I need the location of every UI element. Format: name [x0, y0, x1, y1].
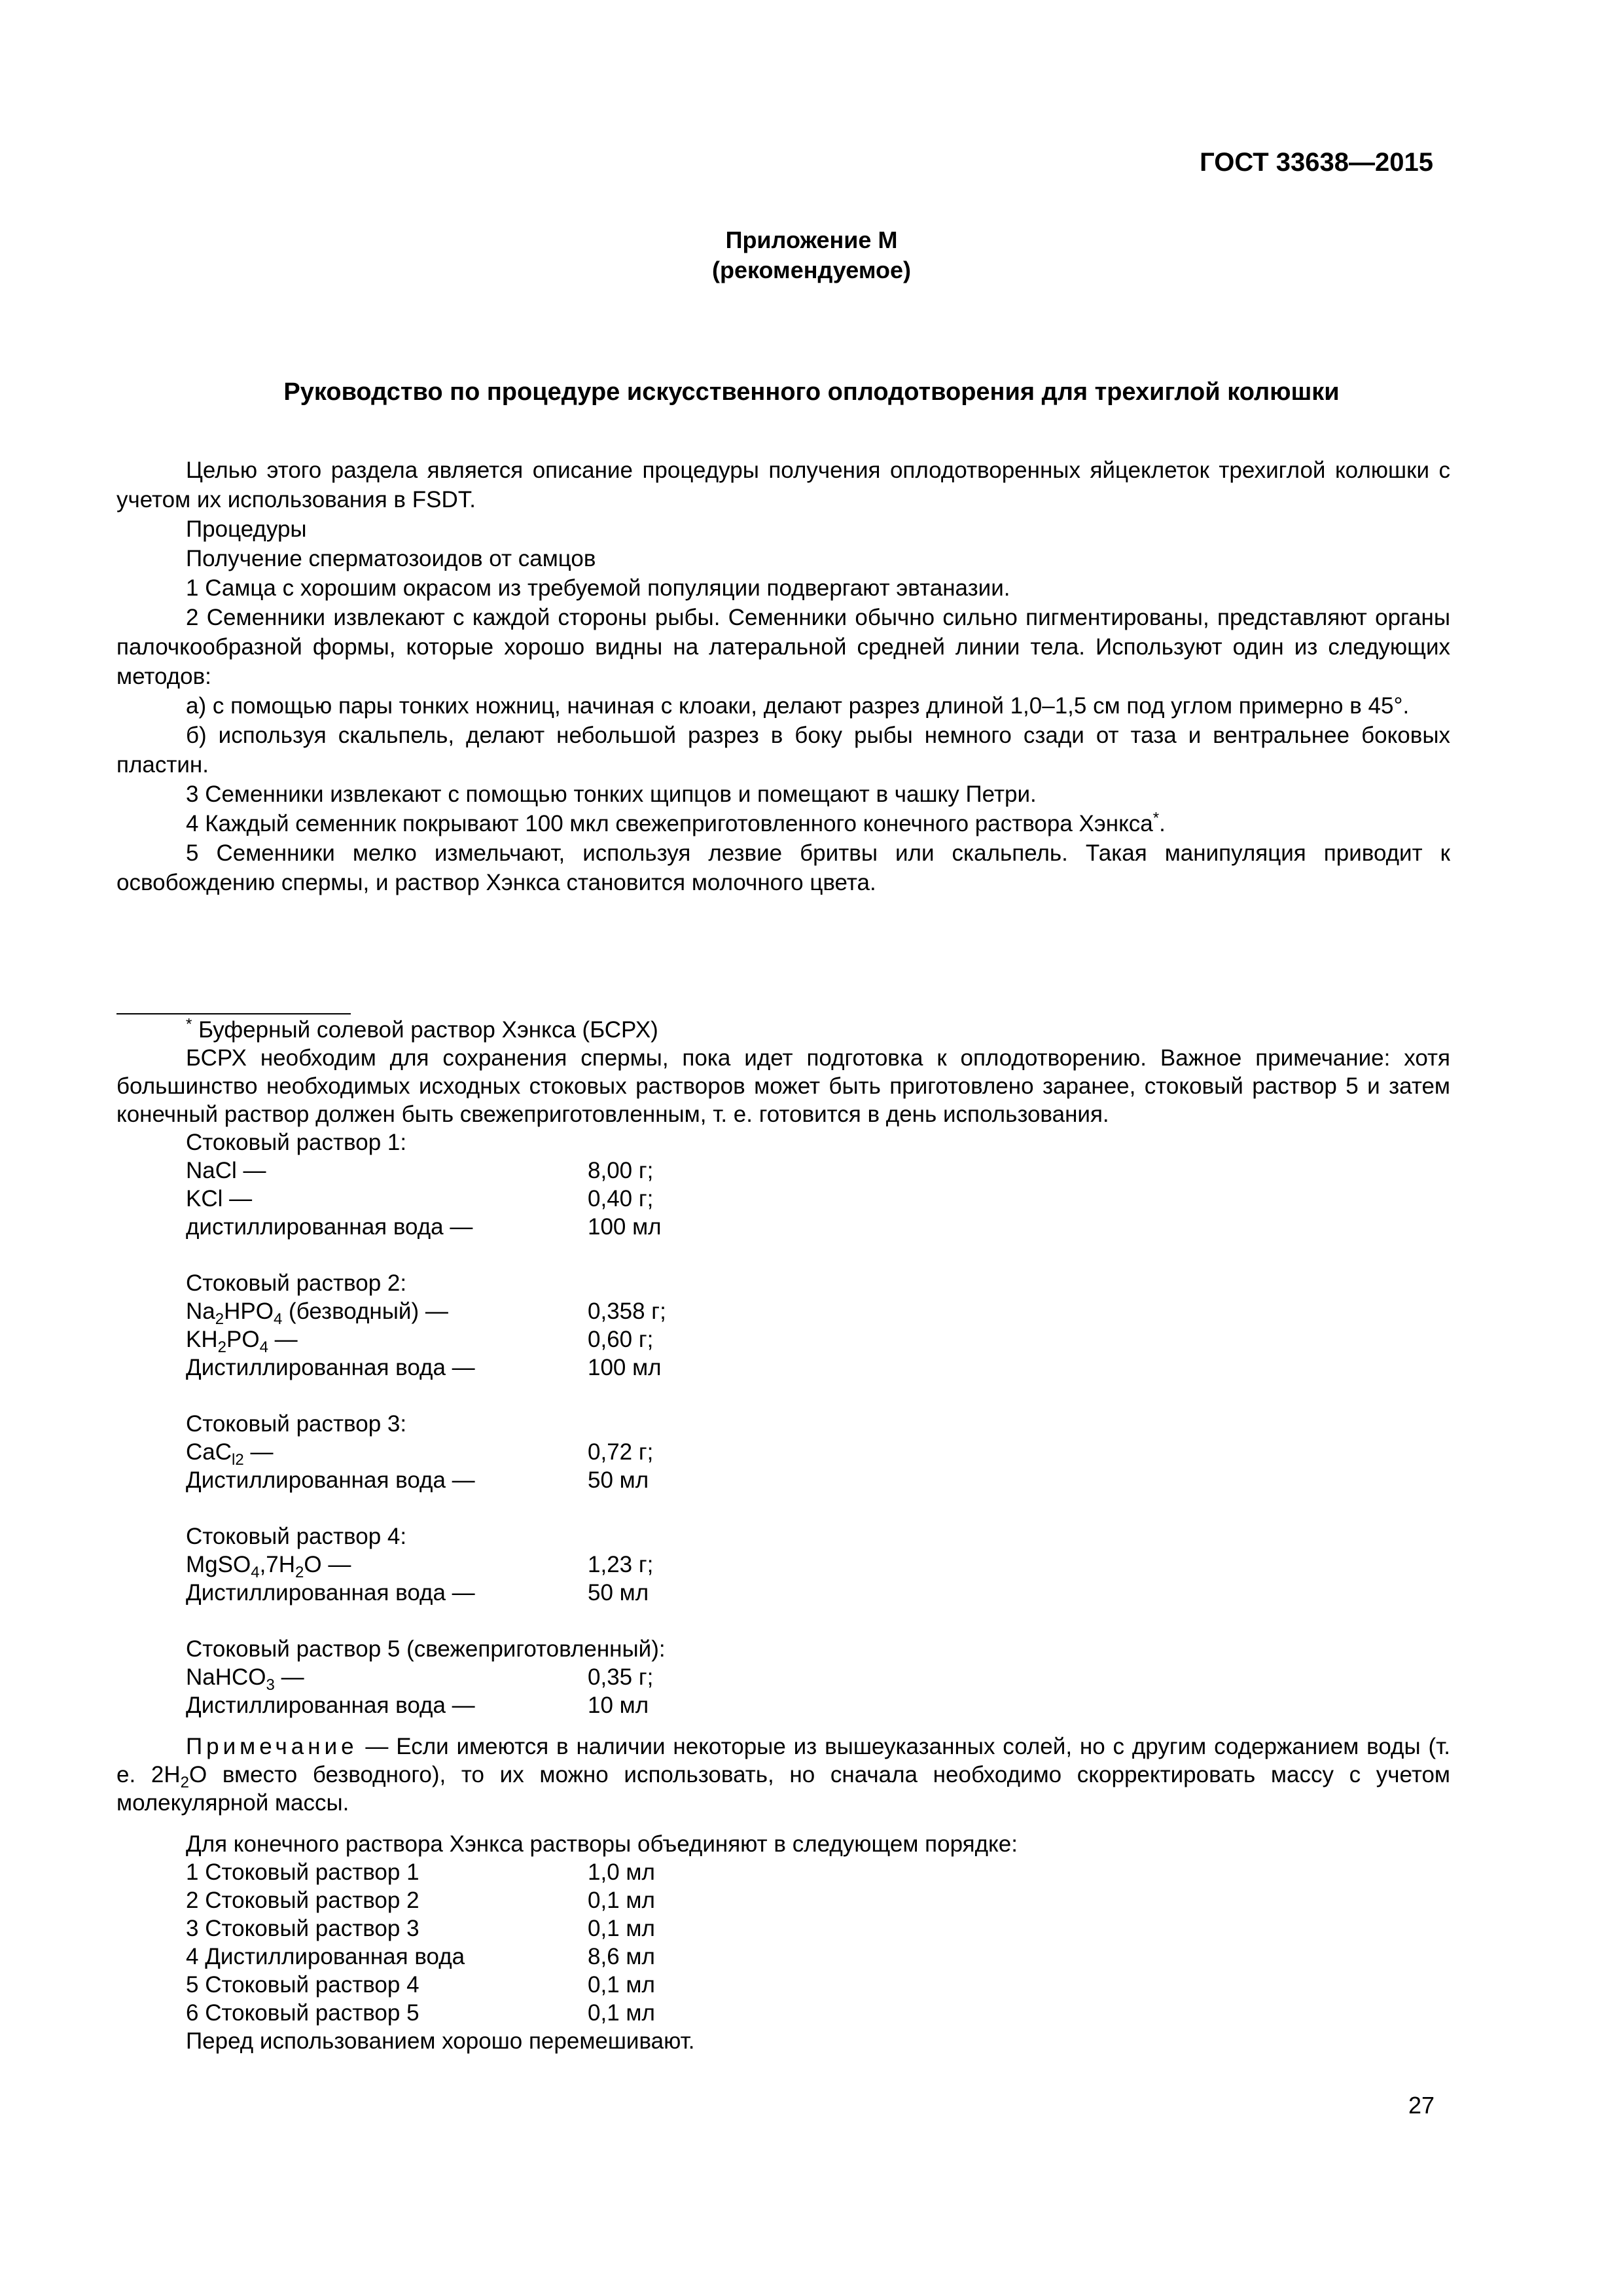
- combine-value: 0,1 мл: [588, 1888, 655, 1913]
- closing-text: Перед использованием хорошо перемешивают.: [186, 2028, 695, 2054]
- method-a: а) с помощью пары тонких ножниц, начиная с клоаки, делают разрез длиной 1,0–1,5 см под углом примерно в 45°.: [186, 693, 1410, 719]
- step-1: 1 Самца с хорошим окрасом из требуемой популяции подвергают эвтаназии.: [186, 575, 1010, 601]
- method-b: б) используя скальпель, делают небольшой разрез в боку рыбы немного сзади от таза и вентральнее боковых пластин.: [116, 723, 1450, 778]
- combine-row: [186, 1886, 1450, 1914]
- stock5-row: NaHCO$_3$ — 0,35 г;: [186, 1664, 654, 1694]
- procedures-heading: Процедуры: [186, 516, 307, 542]
- standard-number: ГОСТ 33638—2015: [1200, 148, 1433, 177]
- combine-row: [186, 1999, 1450, 2027]
- stock4-heading: Стоковый раствор 4:: [186, 1524, 407, 1549]
- combine-row: [186, 1943, 1450, 1971]
- stock1-heading: Стоковый раствор 1:: [186, 1130, 407, 1155]
- appendix-type: (рекомендуемое): [712, 257, 911, 283]
- section-title: Руководство по процедуре искусственного оплодотворения для трехиглой колюшки: [283, 378, 1340, 406]
- footnote-title: * Буферный солевой раствор Хэнкса (БСРХ): [186, 1015, 658, 1043]
- stock2-row: $KH_2PO_4$ — 0,60 г;: [186, 1327, 654, 1356]
- combine-row: [186, 1971, 1450, 1999]
- step-5: 5 Семенники мелко измельчают, используя лезвие бритвы или скальпель. Такая манипуляция приводит к освобождению спермы, и раствор Хэнкса становится молочного цвета.: [116, 840, 1450, 895]
- stock5-heading: Стоковый раствор 5 (свежеприготовленный):: [186, 1636, 666, 1662]
- intro-paragraph: Целью этого раздела является описание процедуры получения оплодотворенных яйцеклеток трехиглой колюшки с учетом их использования в FSDT.: [116, 457, 1450, 512]
- combine-row: [186, 1914, 1450, 1943]
- stock1-row: NaCl — 8,00 г;: [186, 1158, 654, 1183]
- combine-value: 0,1 мл: [588, 1916, 655, 1941]
- footnote: [116, 1016, 1450, 2055]
- combine-list: [116, 1858, 1450, 2027]
- combine-value: 0,1 мл: [588, 2000, 655, 2026]
- combine-name: 3 Стоковый раствор 3: [186, 1916, 419, 1941]
- main-text: [116, 456, 1450, 897]
- footnote-divider: [116, 1013, 351, 1014]
- stock1-row: KCl — 0,40 г;: [186, 1186, 654, 1211]
- footnote-intro: БСРХ необходим для сохранения спермы, пока идет подготовка к оплодотворению. Важное примечание: хотя большинство необходимых исходных стоковых растворов может быть приготовлено заранее, стоковый раствор 5 и затем конечный раствор должен быть свежеприготовленным, т. е. готовится в день использования.: [116, 1045, 1450, 1127]
- stock5-row: Дистиллированная вода — 10 мл: [186, 1693, 649, 1718]
- stock3-heading: Стоковый раствор 3:: [186, 1411, 407, 1437]
- combine-name: 1 Стоковый раствор 1: [186, 1859, 419, 1885]
- page-number: 27: [1408, 2092, 1435, 2119]
- stock4-row: Дистиллированная вода — 50 мл: [186, 1580, 649, 1605]
- combine-name: 2 Стоковый раствор 2: [186, 1888, 419, 1913]
- stock4-row: $MgSO_4,7H_2O$ — 1,23 г;: [186, 1552, 654, 1581]
- stock3-row: Дистиллированная вода — 50 мл: [186, 1467, 649, 1493]
- combine-row: [186, 1858, 1450, 1886]
- sperm-heading: Получение сперматозоидов от самцов: [186, 546, 596, 571]
- note: Примечание — Если имеются в наличии некоторые из вышеуказанных солей, но с другим содержанием воды (т. е. $2H_2O$ вместо безводного), то их можно использовать, но сначала необходимо скорректировать массу с учетом молекулярной массы.: [116, 1734, 1450, 1816]
- step-2: 2 Семенники извлекают с каждой стороны рыбы. Семенники обычно сильно пигментированы, представляют органы палочкообразной формы, которые хорошо видны на латеральной средней линии тела. Используют один из следующих методов:: [116, 605, 1450, 689]
- combine-intro: Для конечного раствора Хэнкса растворы объединяют в следующем порядке:: [186, 1831, 1018, 1857]
- stock1-row: дистиллированная вода — 100 мл: [186, 1214, 662, 1240]
- step-3: 3 Семенники извлекают с помощью тонких щипцов и помещают в чашку Петри.: [186, 781, 1037, 807]
- step-4: 4 Каждый семенник покрывают 100 мкл свежеприготовленного конечного раствора Хэнкса*.: [186, 809, 1166, 836]
- combine-name: 5 Стоковый раствор 4: [186, 1972, 419, 1998]
- combine-value: 1,0 мл: [588, 1859, 655, 1885]
- footnote-marker: *: [1152, 809, 1160, 827]
- stock2-row: $Na_2HPO_4$ (безводный) — 0,358 г;: [186, 1299, 666, 1328]
- stock2-heading: Стоковый раствор 2:: [186, 1270, 407, 1296]
- combine-name: 4 Дистиллированная вода: [186, 1944, 465, 1969]
- appendix-label: Приложение М: [725, 226, 898, 253]
- combine-value: 8,6 мл: [588, 1944, 655, 1969]
- combine-name: 6 Стоковый раствор 5: [186, 2000, 419, 2026]
- stock2-row: Дистиллированная вода — 100 мл: [186, 1355, 662, 1380]
- combine-value: 0,1 мл: [588, 1972, 655, 1998]
- stock3-row: CaC$_{l2}$ — 0,72 г;: [186, 1439, 654, 1469]
